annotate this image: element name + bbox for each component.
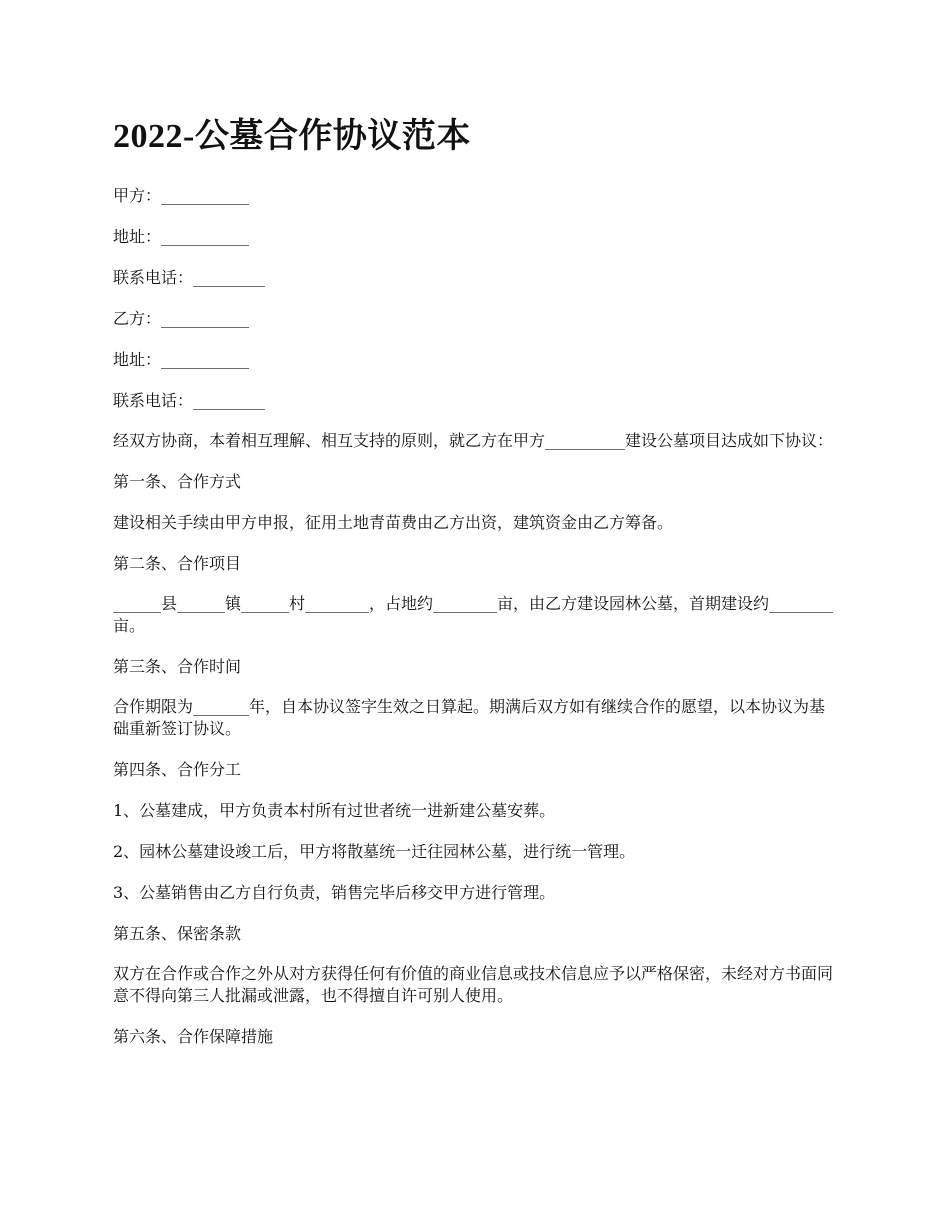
- article-5-body: 双方在合作或合作之外从对方获得任何有价值的商业信息或技术信息应予以严格保密，未经对方书面同意不得向第三人批漏或泄露，也不得擅自许可别人使用。: [113, 964, 834, 1005]
- party-a-name: 甲方：___________: [113, 186, 250, 205]
- article-1-body: 建设相关手续由甲方申报，征用土地青苗费由乙方出资，建筑资金由乙方筹备。: [113, 513, 674, 532]
- article-3-body: 合作期限为_______年，自本协议签字生效之日算起。期满后双方如有继续合作的愿望，以本协议为基础重新签订协议。: [113, 697, 826, 738]
- article-3-heading: 第三条、合作时间: [113, 657, 242, 676]
- party-a-address: 地址：___________: [113, 227, 250, 246]
- article-6-heading: 第六条、合作保障措施: [113, 1027, 274, 1046]
- article-4-item-2: 2、园林公墓建设竣工后，甲方将散墓统一迁往园林公墓，进行统一管理。: [113, 842, 636, 861]
- article-2-heading: 第二条、合作项目: [113, 554, 242, 573]
- document-page: [113, 112, 838, 1066]
- party-b-phone: 联系电话：_________: [113, 391, 266, 410]
- preamble-paragraph: 经双方协商，本着相互理解、相互支持的原则，就乙方在甲方__________建设公墓项目达成如下协议：: [113, 431, 834, 450]
- article-4-item-3: 3、公墓销售由乙方自行负责，销售完毕后移交甲方进行管理。: [113, 883, 556, 902]
- party-b-address: 地址：___________: [113, 350, 250, 369]
- article-2-body: ______县______镇______村________，占地约________亩，由乙方建设园林公墓，首期建设约________亩。: [113, 594, 834, 635]
- article-4-item-1: 1、公墓建成，甲方负责本村所有过世者统一进新建公墓安葬。: [113, 801, 556, 820]
- party-b-name: 乙方：___________: [113, 309, 250, 328]
- document-title: 2022-公墓合作协议范本: [113, 118, 471, 155]
- article-4-heading: 第四条、合作分工: [113, 760, 242, 779]
- article-5-heading: 第五条、保密条款: [113, 924, 242, 943]
- party-a-phone: 联系电话：_________: [113, 268, 266, 287]
- article-1-heading: 第一条、合作方式: [113, 472, 242, 491]
